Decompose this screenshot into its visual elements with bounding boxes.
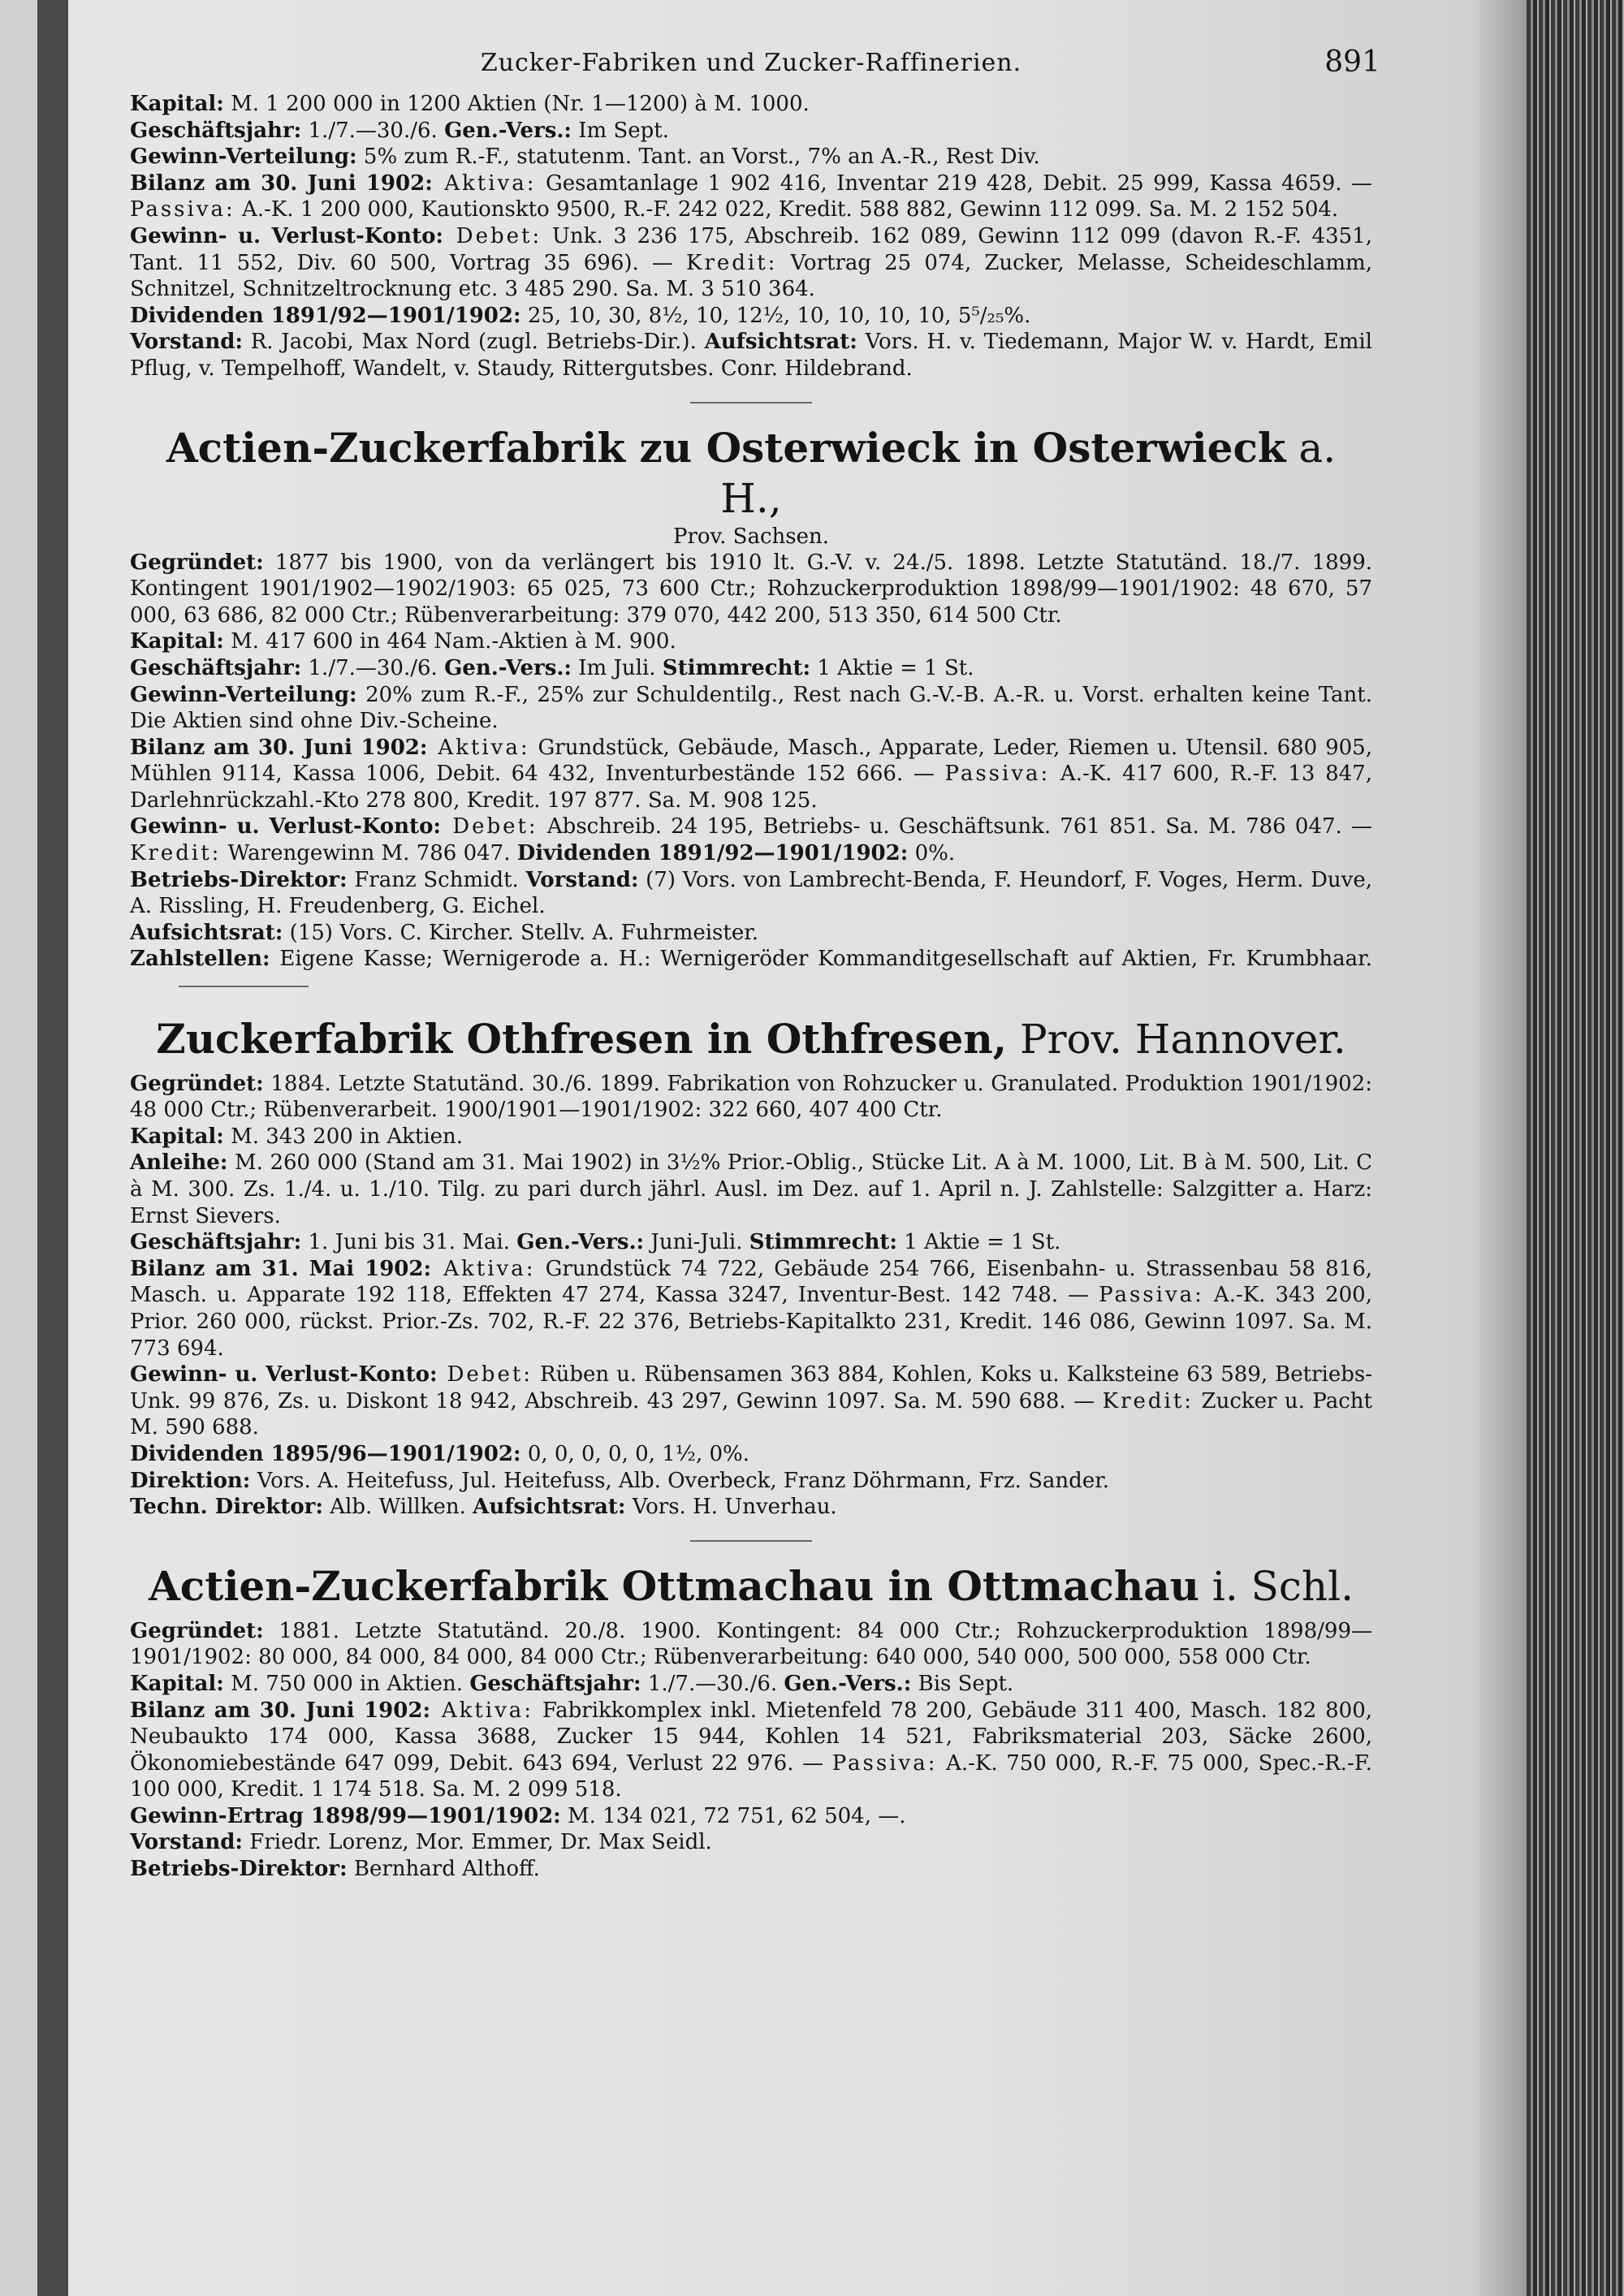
field-text: Bernhard Althoff. [347,1857,540,1882]
field-text: R. Jacobi, Max Nord (zugl. Betriebs-Dir.). [243,330,705,355]
field-text: Im Sept. [572,118,670,143]
field-label: Gewinn-Verteilung: [130,682,357,707]
field-text: M. 1 200 000 in 1200 Aktien (Nr. 1—1200) à M. 1000. [223,92,810,116]
spaced-label: Passiva: [831,1750,938,1776]
field-label: Betriebs-Direktor: [130,1857,348,1882]
field-text: M. 134 021, 72 751, 62 504, —. [560,1803,906,1828]
field-label: Aufsichtsrat: [473,1495,626,1520]
field-text: Grundstück, Gebäude, Masch., Apparate, Leder, Riemen u. Utensil. 680 905, Mühlen 9114, Kassa 1006, Debit. 64 432, Inventurbestände 152 666. — [130,735,1372,787]
field-text: M. 260 000 (Stand am 31. Mai 1902) in 3½% Prior.-Oblig., Stücke Lit. A à M. 1000, Lit. B à M. 500, Lit. C à M. 300. Zs. 1./4. u. 1./10. Tilg. zu pari durch jährl. Ausl. im Dez. auf 1. April n. J. Zahlstelle: Salzgitter a. Harz: Ernst Sievers. [130,1150,1372,1228]
field-label: Gegründet: [130,550,264,575]
spaced-label: Aktiva: [430,1698,534,1723]
field-label: Gen.-Vers.: [784,1671,912,1696]
field-text: M. 343 200 in Aktien. [223,1124,464,1149]
entry-line [130,1494,1372,1521]
field-text: Warengewinn M. 786 047. [221,841,517,866]
entry-line [130,303,1372,330]
field-label: Aufsichtsrat: [130,920,283,945]
section-divider [179,986,309,987]
field-text: 1./7.—30./6. [301,118,445,143]
page-content [130,42,1380,1883]
section-divider [690,402,812,404]
field-text: 1877 bis 1900, von da verlängert bis 1910 lt. G.-V. v. 24./5. 1898. Letzte Statutänd. 18./7. 1899. Kontingent 1901/1902—1902/1903: 65 025, 73 600 Ctr.; Rohzuckerproduktion 1898/99—1901/1902: 48 670, 57 000, 63 686, 82 000 Ctr.; Rübenverarbeitung: 379 070, 442 200, 513 350, 614 500 Ctr. [130,550,1372,628]
field-label: Gewinn- u. Verlust-Konto: [130,1362,438,1388]
field-text: Juni-Juli. [644,1230,749,1255]
field-text: 1. Juni bis 31. Mai. [301,1230,517,1255]
field-text: 20% zum R.-F., 25% zur Schuldentilg., Rest nach G.-V.-B. A.-R. u. Vorst. erhalten keine Tant. Die Aktien sind ohne Div.-Scheine. [130,682,1372,734]
field-text: Vortrag 25 074, Zucker, Melasse, Scheideschlamm, Schnitzel, Schnitzeltrocknung etc. 3 485 290. Sa. M. 3 510 364. [130,250,1372,302]
field-label: Bilanz am 30. Juni 1902: [130,170,433,196]
entry-line [130,170,1372,223]
field-text: 25, 10, 30, 8½, 10, 12½, 10, 10, 10, 10, 5⁵/₂₅%. [520,303,1031,328]
field-text: (15) Vors. C. Kircher. Stellv. A. Fuhrmeister. [283,920,759,945]
entry-line [130,682,1372,735]
company-heading [130,1561,1372,1612]
entry-line [130,1256,1372,1362]
entry-line [130,946,1372,999]
section-divider [690,1540,812,1542]
entry-line [130,735,1372,814]
field-text: Friedr. Lorenz, Mor. Emmer, Dr. Max Seidl. [243,1830,712,1855]
entry-line [130,1829,1372,1856]
field-label: Bilanz am 30. Juni 1902: [130,1698,431,1723]
entry-line [130,867,1372,920]
scan-gutter-shade [1470,0,1527,2296]
entry-line [130,1229,1372,1256]
spaced-label: Aktiva: [427,735,530,760]
field-text: 1./7.—30./6. [301,655,445,680]
spaced-label: Debet: [441,814,538,839]
field-text: 1./7.—30./6. [641,1671,784,1696]
entry-continued [130,91,1372,382]
running-title: Zucker-Fabriken und Zucker-Raffinerien. [480,49,1022,77]
company-location: a. H., [720,424,1337,522]
field-text: Abschreib. 24 195, Betriebs- u. Geschäftsunk. 761 851. Sa. M. 786 047. — [538,814,1372,839]
entry-line [130,144,1372,170]
field-text: Zucker u. Pacht M. 590 688. [130,1388,1373,1440]
field-text: 5% zum R.-F., statutenm. Tant. an Vorst., 7% an A.-R., Rest Div. [356,145,1040,170]
field-label: Vorstand: [130,1830,244,1855]
field-label: Gegründet: [130,1071,264,1096]
entry-othfresen [130,1014,1372,1521]
field-label: Stimmrecht: [749,1230,898,1255]
entry-ottmachau [130,1561,1372,1883]
entry-line [130,1856,1372,1883]
scan-binding-shadow [37,0,68,2296]
field-label: Gen.-Vers.: [444,118,572,143]
entry-line [130,223,1372,303]
field-label: Kapital: [130,1124,224,1149]
field-label: Gewinn-Ertrag 1898/99—1901/1902: [130,1803,561,1828]
entry-line [130,550,1372,629]
field-label: Kapital: [130,92,224,116]
entry-line [130,329,1372,382]
company-subheading: Prov. Sachsen. [672,524,830,549]
field-label: Gen.-Vers.: [516,1230,645,1255]
entry-line [130,1071,1372,1124]
field-label: Gewinn- u. Verlust-Konto: [130,223,444,248]
field-label: Geschäftsjahr: [130,118,302,143]
field-label: Vorstand: [130,330,244,355]
field-text: Gesamtanlage 1 902 416, Inventar 219 428, Debit. 25 999, Kassa 4659. — [536,170,1372,196]
field-label: Techn. Direktor: [130,1495,323,1520]
field-text: A.-K. 417 600, R.-F. 13 847, Darlehnrückzahl.-Kto 278 800, Kredit. 197 877. Sa. M. 908 125. [130,762,1372,813]
entry-line [130,1441,1372,1468]
spaced-label: Aktiva: [432,170,537,196]
field-label: Bilanz am 31. Mai 1902: [130,1256,432,1281]
company-heading [130,423,1372,524]
entry-line [130,655,1372,682]
field-text: (7) Vors. von Lambrecht-Benda, F. Heundorf, F. Voges, Herm. Duve, A. Rissling, H. Freudenberg, G. Eichel. [130,867,1372,919]
entry-line [130,1671,1372,1698]
company-name: Zuckerfabrik Othfresen in Othfresen, [156,1014,1008,1063]
company-location: Prov. Hannover. [1007,1015,1346,1063]
field-label: Stimmrecht: [662,655,811,680]
field-text: Unk. 3 236 175, Abschreib. 162 089, Gewinn 112 099 (davon R.-F. 4351, Tant. 11 552, Div. 60 500, Vortrag 35 696). — [130,223,1372,275]
field-text: Vors. H. Unverhau. [625,1495,837,1520]
field-text: M. 750 000 in Aktien. [223,1671,470,1696]
field-label: Gegründet: [130,1618,264,1643]
field-label: Gen.-Vers.: [444,655,572,680]
field-text: Franz Schmidt. [347,867,526,892]
field-label: Geschäftsjahr: [469,1671,641,1696]
field-text: Eigene Kasse; Wernigerode a. H.: Wernigeröder Kommanditgesellschaft auf Aktien, Fr. Krumbhaar. [270,947,1372,972]
field-text: Rüben u. Rübensamen 363 884, Kohlen, Koks u. Kalksteine 63 589, Betriebs-Unk. 99 876, Zs. u. Diskont 18 942, Abschreib. 43 297, Gewinn 1097. Sa. M. 590 688. — [130,1362,1372,1413]
field-text: Grundstück 74 722, Gebäude 254 766, Eisenbahn- u. Strassenbau 58 816, Masch. u. Apparate 192 118, Effekten 47 274, Kassa 3247, Inventur-Best. 142 748. — [130,1256,1373,1308]
spaced-label: Passiva: [944,762,1051,787]
entry-line [130,628,1372,655]
field-text: 1 Aktie = 1 St. [897,1230,1061,1255]
entry-osterwieck [130,423,1372,999]
field-text: 1884. Letzte Statutänd. 30./6. 1899. Fabrikation von Rohzucker u. Granulated. Produktion 1901/1902: 48 000 Ctr.; Rübenverarbeit. 1900/1901—1901/1902: 322 660, 407 400 Ctr. [130,1071,1372,1123]
field-label: Betriebs-Direktor: [130,867,348,892]
entry-line [130,1124,1372,1150]
field-label: Aufsichtsrat: [704,330,857,355]
field-label: Vorstand: [525,867,639,892]
field-text: A.-K. 750 000, R.-F. 75 000, Spec.-R.-F. 100 000, Kredit. 1 174 518. Sa. M. 2 099 518. [130,1750,1372,1802]
field-text: 0%. [908,841,956,866]
field-label: Zahlstellen: [130,947,270,972]
spaced-label: Debet: [443,223,542,248]
field-text: Im Juli. [572,655,663,680]
field-label: Direktion: [130,1468,251,1493]
field-text: 1 Aktie = 1 St. [810,655,974,680]
field-label: Anleihe: [130,1150,228,1176]
spaced-label: Debet: [437,1362,533,1388]
field-label: Kapital: [130,629,224,654]
company-name: Actien-Zuckerfabrik Ottmachau in Ottmachau [149,1561,1199,1610]
company-name: Actien-Zuckerfabrik zu Osterwieck in Osterwieck [166,423,1286,472]
field-text: 1881. Letzte Statutänd. 20./8. 1900. Kontingent: 84 000 Ctr.; Rohzuckerproduktion 1898/99—1901/1902: 80 000, 84 000, 84 000, 84 000 Ctr.; Rübenverarbeitung: 640 000, 540 000, 500 000, 558 000 Ctr. [130,1618,1372,1670]
field-label: Dividenden 1891/92—1901/1902: [516,841,909,866]
entry-line [130,1468,1372,1495]
field-label: Dividenden 1891/92—1901/1902: [130,303,521,328]
entry-line [130,1362,1372,1441]
field-label: Gewinn-Verteilung: [130,145,357,170]
running-head [130,42,1380,91]
scan-left-margin [0,0,37,2296]
spaced-label: Aktiva: [431,1256,536,1281]
spaced-label: Kredit: [130,841,222,866]
field-text: 0, 0, 0, 0, 0, 1½, 0%. [520,1441,749,1466]
entry-line [130,118,1372,145]
field-label: Dividenden 1895/96—1901/1902: [130,1441,521,1466]
field-label: Kapital: [130,1671,224,1696]
field-text: A.-K. 343 200, Prior. 260 000, rückst. Prior.-Zs. 702, R.-F. 22 376, Betriebs-Kapitalkto 231, Kredit. 146 086, Gewinn 1097. Sa. M. 773 694. [130,1283,1372,1361]
entry-line [130,1618,1372,1671]
scan-page-edges [1527,0,1624,2296]
field-text: Alb. Willken. [322,1495,473,1520]
field-text: Vors. H. v. Tiedemann, Major W. v. Hardt, Emil Pflug, v. Tempelhoff, Wandelt, v. Staudy, Rittergutsbes. Conr. Hildebrand. [130,330,1372,381]
field-label: Bilanz am 30. Juni 1902: [130,735,428,760]
company-heading [130,1014,1372,1064]
entry-line [130,814,1372,866]
spaced-label: Kredit: [686,250,778,275]
field-label: Geschäftsjahr: [130,655,302,680]
entry-line [130,1803,1372,1830]
field-text: Fabrikkomplex inkl. Mietenfeld 78 200, Gebäude 311 400, Masch. 182 800, Neubaukto 174 000, Kassa 3688, Zucker 15 944, Kohlen 14 521, Fabriksmaterial 203, Säcke 2600, Ökonomiebestände 647 099, Debit. 643 694, Verlust 22 976. — [130,1698,1372,1776]
field-text: A.-K. 1 200 000, Kautionskto 9500, R.-F. 242 022, Kredit. 588 882, Gewinn 112 099. Sa. M. 2 152 504. [235,197,1339,222]
field-text: Bis Sept. [911,1671,1014,1696]
entry-line [130,920,1372,947]
spaced-label: Passiva: [1099,1283,1204,1308]
page-number: 891 [1324,45,1380,79]
spaced-label: Passiva: [130,197,235,222]
spaced-label: Kredit: [1102,1388,1194,1413]
entry-line [130,1698,1372,1803]
field-label: Geschäftsjahr: [130,1230,302,1255]
field-text: M. 417 600 in 464 Nam.-Aktien à M. 900. [223,629,676,654]
field-text: Vors. A. Heitefuss, Jul. Heitefuss, Alb. Overbeck, Franz Döhrmann, Frz. Sander. [250,1468,1110,1493]
entry-line [130,91,1372,118]
field-label: Gewinn- u. Verlust-Konto: [130,814,442,839]
company-location: i. Schl. [1199,1562,1354,1610]
entry-line [130,1150,1372,1229]
